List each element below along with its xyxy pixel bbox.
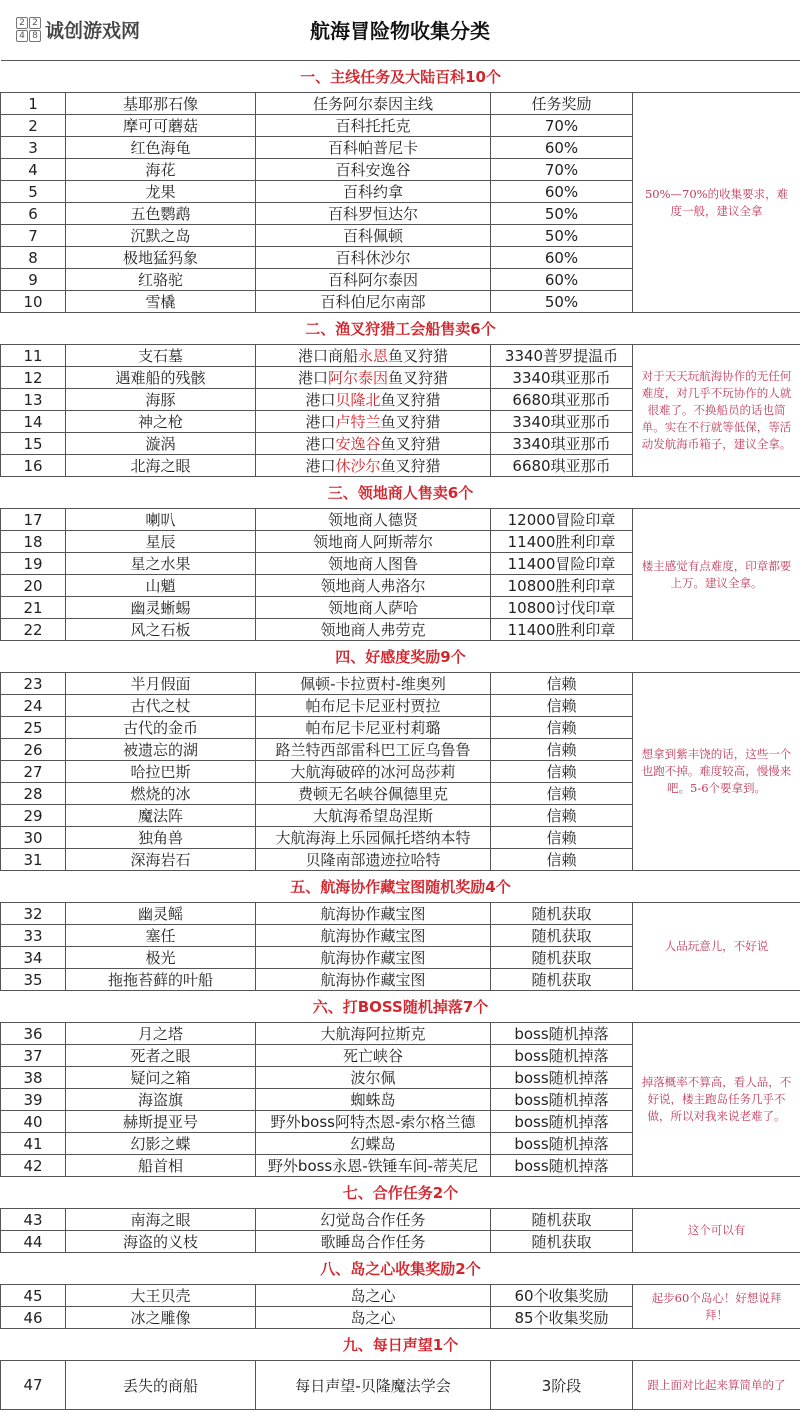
section-header: 五、航海协作藏宝图随机奖励4个 — [1, 871, 800, 903]
location-text: 领地商人弗洛尔 — [320, 577, 425, 595]
section-header-row — [1, 1177, 800, 1209]
item-reward: 信赖 — [491, 673, 633, 695]
item-reward: 11400胜利印章 — [491, 619, 633, 641]
item-reward: 信赖 — [491, 739, 633, 761]
watermark-logo: 2 2 4 8 — [16, 17, 41, 42]
item-reward: 10800讨伐印章 — [491, 597, 633, 619]
item-location — [256, 181, 491, 203]
item-location — [256, 1209, 491, 1231]
location-text: 百科安逸谷 — [335, 161, 410, 179]
item-location — [256, 509, 491, 531]
row-number: 45 — [1, 1285, 66, 1307]
item-reward: 60% — [491, 247, 633, 269]
item-reward: boss随机掉落 — [491, 1089, 633, 1111]
item-reward: boss随机掉落 — [491, 1067, 633, 1089]
table-row — [1, 673, 800, 695]
item-location — [256, 1285, 491, 1307]
item-location — [256, 673, 491, 695]
location-text: 百科托托克 — [335, 117, 410, 135]
item-location — [256, 203, 491, 225]
row-number: 2 — [1, 115, 66, 137]
item-reward: boss随机掉落 — [491, 1111, 633, 1133]
table-row — [1, 1285, 800, 1307]
location-text: 百科约拿 — [343, 183, 403, 201]
item-location — [256, 1111, 491, 1133]
row-number: 7 — [1, 225, 66, 247]
section-header: 九、每日声望1个 — [1, 1329, 800, 1361]
section-note: 想拿到紫丰饶的话，这些一个也跑不掉。难度较高，慢慢来吧。5-6个要拿到。 — [633, 673, 800, 871]
item-location — [256, 969, 491, 991]
row-number: 10 — [1, 291, 66, 313]
item-name: 极光 — [66, 947, 256, 969]
item-name: 独角兽 — [66, 827, 256, 849]
item-location — [256, 575, 491, 597]
item-reward: 3340琪亚那币 — [491, 411, 633, 433]
table-row — [1, 1209, 800, 1231]
location-text: 大航海海上乐园佩托塔纳本特 — [275, 829, 470, 847]
item-location — [256, 137, 491, 159]
item-name: 五色鹦鹉 — [66, 203, 256, 225]
row-number: 26 — [1, 739, 66, 761]
item-name: 龙果 — [66, 181, 256, 203]
item-location — [256, 411, 491, 433]
row-number: 13 — [1, 389, 66, 411]
item-reward: 信赖 — [491, 717, 633, 739]
location-text: 领地商人德贤 — [328, 511, 418, 529]
item-location — [256, 1307, 491, 1329]
item-name: 海花 — [66, 159, 256, 181]
item-name: 幽灵鳐 — [66, 903, 256, 925]
location-text: 歌睡岛合作任务 — [320, 1233, 425, 1251]
item-reward: 70% — [491, 159, 633, 181]
item-reward: 60% — [491, 269, 633, 291]
collection-table — [0, 60, 800, 1410]
item-location — [256, 1045, 491, 1067]
location-text: 佩顿-卡拉贾村-维奥列 — [300, 675, 446, 693]
row-number: 17 — [1, 509, 66, 531]
item-location — [256, 805, 491, 827]
item-reward: 信赖 — [491, 849, 633, 871]
section-header-row — [1, 1253, 800, 1285]
location-text: 港口商船 — [298, 347, 358, 365]
row-number: 37 — [1, 1045, 66, 1067]
table-row — [1, 509, 800, 531]
section-note: 50%—70%的收集要求，难度一般，建议全拿 — [633, 93, 800, 313]
item-reward: boss随机掉落 — [491, 1023, 633, 1045]
item-location — [256, 1155, 491, 1177]
item-name: 月之塔 — [66, 1023, 256, 1045]
location-text: 幻觉岛合作任务 — [320, 1211, 425, 1229]
item-name: 南海之眼 — [66, 1209, 256, 1231]
row-number: 25 — [1, 717, 66, 739]
item-name: 被遗忘的湖 — [66, 739, 256, 761]
item-location — [256, 761, 491, 783]
location-text: 百科帕普尼卡 — [328, 139, 418, 157]
item-location — [256, 903, 491, 925]
location-highlight: 安逸谷 — [335, 435, 380, 453]
item-location — [256, 115, 491, 137]
item-name: 拖拖苔藓的叶船 — [66, 969, 256, 991]
row-number: 34 — [1, 947, 66, 969]
section-note: 楼主感觉有点难度，印章都要上万。建议全拿。 — [633, 509, 800, 641]
section-note: 掉落概率不算高，看人品，不好说，楼主跑岛任务几乎不做，所以对我来说老难了。 — [633, 1023, 800, 1177]
item-name: 魔法阵 — [66, 805, 256, 827]
location-text: 大航海阿拉斯克 — [320, 1025, 425, 1043]
item-reward: 60% — [491, 137, 633, 159]
item-location — [256, 531, 491, 553]
section-note: 人品玩意儿，不好说 — [633, 903, 800, 991]
row-number: 14 — [1, 411, 66, 433]
table-row — [1, 1023, 800, 1045]
row-number: 36 — [1, 1023, 66, 1045]
item-name: 幽灵蜥蜴 — [66, 597, 256, 619]
section-header: 七、合作任务2个 — [1, 1177, 800, 1209]
item-reward: 3340普罗提温币 — [491, 345, 633, 367]
location-text: 百科佩顿 — [343, 227, 403, 245]
row-number: 19 — [1, 553, 66, 575]
item-name: 疑问之箱 — [66, 1067, 256, 1089]
item-location — [256, 1133, 491, 1155]
item-location — [256, 597, 491, 619]
item-reward: 6680琪亚那币 — [491, 455, 633, 477]
item-location — [256, 269, 491, 291]
location-text: 航海协作藏宝图 — [320, 971, 425, 989]
watermark — [16, 16, 140, 43]
row-number: 28 — [1, 783, 66, 805]
item-name: 塞任 — [66, 925, 256, 947]
row-number: 47 — [1, 1361, 66, 1410]
row-number: 4 — [1, 159, 66, 181]
location-text: 领地商人弗劳克 — [320, 621, 425, 639]
item-name: 漩涡 — [66, 433, 256, 455]
item-location — [256, 455, 491, 477]
section-header: 一、主线任务及大陆百科10个 — [1, 61, 800, 93]
item-name: 哈拉巴斯 — [66, 761, 256, 783]
location-text: 大航海希望岛涅斯 — [313, 807, 433, 825]
row-number: 40 — [1, 1111, 66, 1133]
item-location — [256, 619, 491, 641]
item-location — [256, 739, 491, 761]
row-number: 11 — [1, 345, 66, 367]
row-number: 21 — [1, 597, 66, 619]
item-reward: 信赖 — [491, 783, 633, 805]
item-reward: 任务奖励 — [491, 93, 633, 115]
row-number: 24 — [1, 695, 66, 717]
location-text: 鱼叉狩猎 — [388, 347, 448, 365]
location-text: 岛之心 — [350, 1287, 395, 1305]
location-text: 领地商人阿斯蒂尔 — [313, 533, 433, 551]
location-highlight: 休沙尔 — [335, 457, 380, 475]
location-text: 鱼叉狩猎 — [388, 369, 448, 387]
row-number: 27 — [1, 761, 66, 783]
location-text: 港口 — [298, 369, 328, 387]
location-text: 百科罗恒达尔 — [328, 205, 418, 223]
row-number: 8 — [1, 247, 66, 269]
item-location — [256, 93, 491, 115]
location-text: 帕布尼卡尼亚村贾拉 — [305, 697, 440, 715]
location-text: 领地商人萨哈 — [328, 599, 418, 617]
item-location — [256, 695, 491, 717]
row-number: 31 — [1, 849, 66, 871]
location-text: 每日声望-贝隆魔法学会 — [295, 1377, 450, 1395]
row-number: 23 — [1, 673, 66, 695]
location-highlight: 卢特兰 — [335, 413, 380, 431]
location-text: 领地商人图鲁 — [328, 555, 418, 573]
item-location — [256, 291, 491, 313]
item-name: 丢失的商船 — [66, 1361, 256, 1410]
location-text: 百科休沙尔 — [335, 249, 410, 267]
location-text: 任务阿尔泰因主线 — [313, 95, 433, 113]
item-location — [256, 717, 491, 739]
item-name: 死者之眼 — [66, 1045, 256, 1067]
item-location — [256, 247, 491, 269]
row-number: 33 — [1, 925, 66, 947]
row-number: 22 — [1, 619, 66, 641]
location-text: 野外boss阿特杰恩-索尔格兰德 — [271, 1113, 476, 1131]
location-text: 港口 — [305, 457, 335, 475]
item-reward: boss随机掉落 — [491, 1045, 633, 1067]
item-name: 喇叭 — [66, 509, 256, 531]
item-reward: 50% — [491, 203, 633, 225]
table-row — [1, 93, 800, 115]
item-name: 风之石板 — [66, 619, 256, 641]
row-number: 3 — [1, 137, 66, 159]
item-reward: 信赖 — [491, 805, 633, 827]
item-name: 雪橇 — [66, 291, 256, 313]
row-number: 1 — [1, 93, 66, 115]
item-name: 极地猛犸象 — [66, 247, 256, 269]
item-name: 深海岩石 — [66, 849, 256, 871]
item-location — [256, 1067, 491, 1089]
item-reward: 随机获取 — [491, 1231, 633, 1253]
item-location — [256, 827, 491, 849]
table-row — [1, 903, 800, 925]
section-header-row — [1, 871, 800, 903]
row-number: 32 — [1, 903, 66, 925]
item-location — [256, 367, 491, 389]
item-location — [256, 159, 491, 181]
item-name: 古代的金币 — [66, 717, 256, 739]
item-location — [256, 225, 491, 247]
location-text: 波尔佩 — [350, 1069, 395, 1087]
item-reward: 11400冒险印章 — [491, 553, 633, 575]
item-location — [256, 849, 491, 871]
item-name: 星之水果 — [66, 553, 256, 575]
row-number: 29 — [1, 805, 66, 827]
item-reward: 6680琪亚那币 — [491, 389, 633, 411]
item-reward: 85个收集奖励 — [491, 1307, 633, 1329]
item-location — [256, 925, 491, 947]
item-reward: 60个收集奖励 — [491, 1285, 633, 1307]
location-text: 鱼叉狩猎 — [381, 457, 441, 475]
location-text: 费顿无名峡谷佩德里克 — [298, 785, 448, 803]
row-number: 15 — [1, 433, 66, 455]
location-text: 帕布尼卡尼亚村莉璐 — [305, 719, 440, 737]
section-header-row — [1, 61, 800, 93]
item-name: 红骆驼 — [66, 269, 256, 291]
item-name: 基耶那石像 — [66, 93, 256, 115]
location-text: 鱼叉狩猎 — [381, 413, 441, 431]
table-row — [1, 1361, 800, 1410]
location-text: 鱼叉狩猎 — [381, 435, 441, 453]
row-number: 12 — [1, 367, 66, 389]
item-name: 红色海龟 — [66, 137, 256, 159]
item-reward: 11400胜利印章 — [491, 531, 633, 553]
row-number: 16 — [1, 455, 66, 477]
item-location — [256, 1089, 491, 1111]
page-title: 航海冒险物收集分类 — [0, 0, 800, 60]
item-name: 大王贝壳 — [66, 1285, 256, 1307]
location-text: 野外boss永恩-铁锤车间-蒂芙尼 — [268, 1157, 478, 1175]
row-number: 44 — [1, 1231, 66, 1253]
section-header-row — [1, 477, 800, 509]
item-name: 海豚 — [66, 389, 256, 411]
item-name: 星辰 — [66, 531, 256, 553]
row-number: 30 — [1, 827, 66, 849]
section-note: 这个可以有 — [633, 1209, 800, 1253]
location-text: 岛之心 — [350, 1309, 395, 1327]
location-text: 死亡峡谷 — [343, 1047, 403, 1065]
location-text: 贝隆南部遗迹拉哈特 — [305, 851, 440, 869]
item-reward: 3阶段 — [491, 1361, 633, 1410]
location-text: 百科伯尼尔南部 — [320, 293, 425, 311]
section-header-row — [1, 641, 800, 673]
section-header: 三、领地商人售卖6个 — [1, 477, 800, 509]
location-text: 航海协作藏宝图 — [320, 927, 425, 945]
row-number: 9 — [1, 269, 66, 291]
item-location — [256, 947, 491, 969]
row-number: 35 — [1, 969, 66, 991]
item-reward: 12000冒险印章 — [491, 509, 633, 531]
location-text: 港口 — [305, 435, 335, 453]
section-header: 四、好感度奖励9个 — [1, 641, 800, 673]
item-reward: 10800胜利印章 — [491, 575, 633, 597]
location-text: 路兰特西部雷科巴工匠乌鲁鲁 — [275, 741, 470, 759]
row-number: 6 — [1, 203, 66, 225]
item-reward: 50% — [491, 291, 633, 313]
section-note: 起步60个岛心！好想说拜拜！ — [633, 1285, 800, 1329]
item-name: 古代之杖 — [66, 695, 256, 717]
watermark-text: 诚创游戏网 — [45, 16, 140, 43]
location-text: 大航海破碎的冰河岛莎莉 — [290, 763, 455, 781]
item-name: 海盗旗 — [66, 1089, 256, 1111]
location-text: 航海协作藏宝图 — [320, 949, 425, 967]
row-number: 18 — [1, 531, 66, 553]
item-location — [256, 1023, 491, 1045]
location-highlight: 永恩 — [358, 347, 388, 365]
section-header-row — [1, 1329, 800, 1361]
item-location — [256, 389, 491, 411]
item-name: 船首相 — [66, 1155, 256, 1177]
item-reward: 信赖 — [491, 827, 633, 849]
item-name: 幻影之蝶 — [66, 1133, 256, 1155]
location-text: 港口 — [305, 391, 335, 409]
item-reward: 60% — [491, 181, 633, 203]
item-reward: 随机获取 — [491, 1209, 633, 1231]
location-text: 幻蝶岛 — [350, 1135, 395, 1153]
section-note: 对于天天玩航海协作的无任何难度，对几乎不玩协作的人就很难了。不换船员的话也简单。实在不行就等低保，等活动发航海币箱子，建议全拿。 — [633, 345, 800, 477]
item-location — [256, 345, 491, 367]
section-header: 六、打BOSS随机掉落7个 — [1, 991, 800, 1023]
item-name: 支石墓 — [66, 345, 256, 367]
item-reward: 3340琪亚那币 — [491, 433, 633, 455]
item-reward: boss随机掉落 — [491, 1133, 633, 1155]
item-name: 北海之眼 — [66, 455, 256, 477]
row-number: 20 — [1, 575, 66, 597]
item-name: 山魈 — [66, 575, 256, 597]
section-header-row — [1, 991, 800, 1023]
item-location — [256, 783, 491, 805]
section-header: 二、渔叉狩猎工会船售卖6个 — [1, 313, 800, 345]
location-text: 鱼叉狩猎 — [381, 391, 441, 409]
location-highlight: 阿尔泰因 — [328, 369, 388, 387]
item-name: 摩可可蘑菇 — [66, 115, 256, 137]
location-text: 百科阿尔泰因 — [328, 271, 418, 289]
item-name: 神之枪 — [66, 411, 256, 433]
section-note: 跟上面对比起来算简单的了 — [633, 1361, 800, 1410]
item-reward: 70% — [491, 115, 633, 137]
location-text: 港口 — [305, 413, 335, 431]
row-number: 5 — [1, 181, 66, 203]
item-reward: 随机获取 — [491, 903, 633, 925]
item-reward: 随机获取 — [491, 925, 633, 947]
row-number: 41 — [1, 1133, 66, 1155]
row-number: 46 — [1, 1307, 66, 1329]
section-header: 八、岛之心收集奖励2个 — [1, 1253, 800, 1285]
row-number: 38 — [1, 1067, 66, 1089]
item-reward: 3340琪亚那币 — [491, 367, 633, 389]
row-number: 39 — [1, 1089, 66, 1111]
item-name: 半月假面 — [66, 673, 256, 695]
item-reward: 信赖 — [491, 695, 633, 717]
item-reward: 50% — [491, 225, 633, 247]
section-header-row — [1, 313, 800, 345]
item-name: 遇难船的残骸 — [66, 367, 256, 389]
location-highlight: 贝隆北 — [335, 391, 380, 409]
item-reward: boss随机掉落 — [491, 1155, 633, 1177]
item-name: 沉默之岛 — [66, 225, 256, 247]
item-location — [256, 553, 491, 575]
location-text: 蜘蛛岛 — [350, 1091, 395, 1109]
item-name: 燃烧的冰 — [66, 783, 256, 805]
item-reward: 信赖 — [491, 761, 633, 783]
table-row — [1, 345, 800, 367]
item-reward: 随机获取 — [491, 947, 633, 969]
row-number: 43 — [1, 1209, 66, 1231]
item-location — [256, 1231, 491, 1253]
row-number: 42 — [1, 1155, 66, 1177]
location-text: 航海协作藏宝图 — [320, 905, 425, 923]
item-name: 赫斯提亚号 — [66, 1111, 256, 1133]
item-reward: 随机获取 — [491, 969, 633, 991]
item-location — [256, 1361, 491, 1410]
item-name: 海盗的义枝 — [66, 1231, 256, 1253]
item-name: 冰之雕像 — [66, 1307, 256, 1329]
item-location — [256, 433, 491, 455]
